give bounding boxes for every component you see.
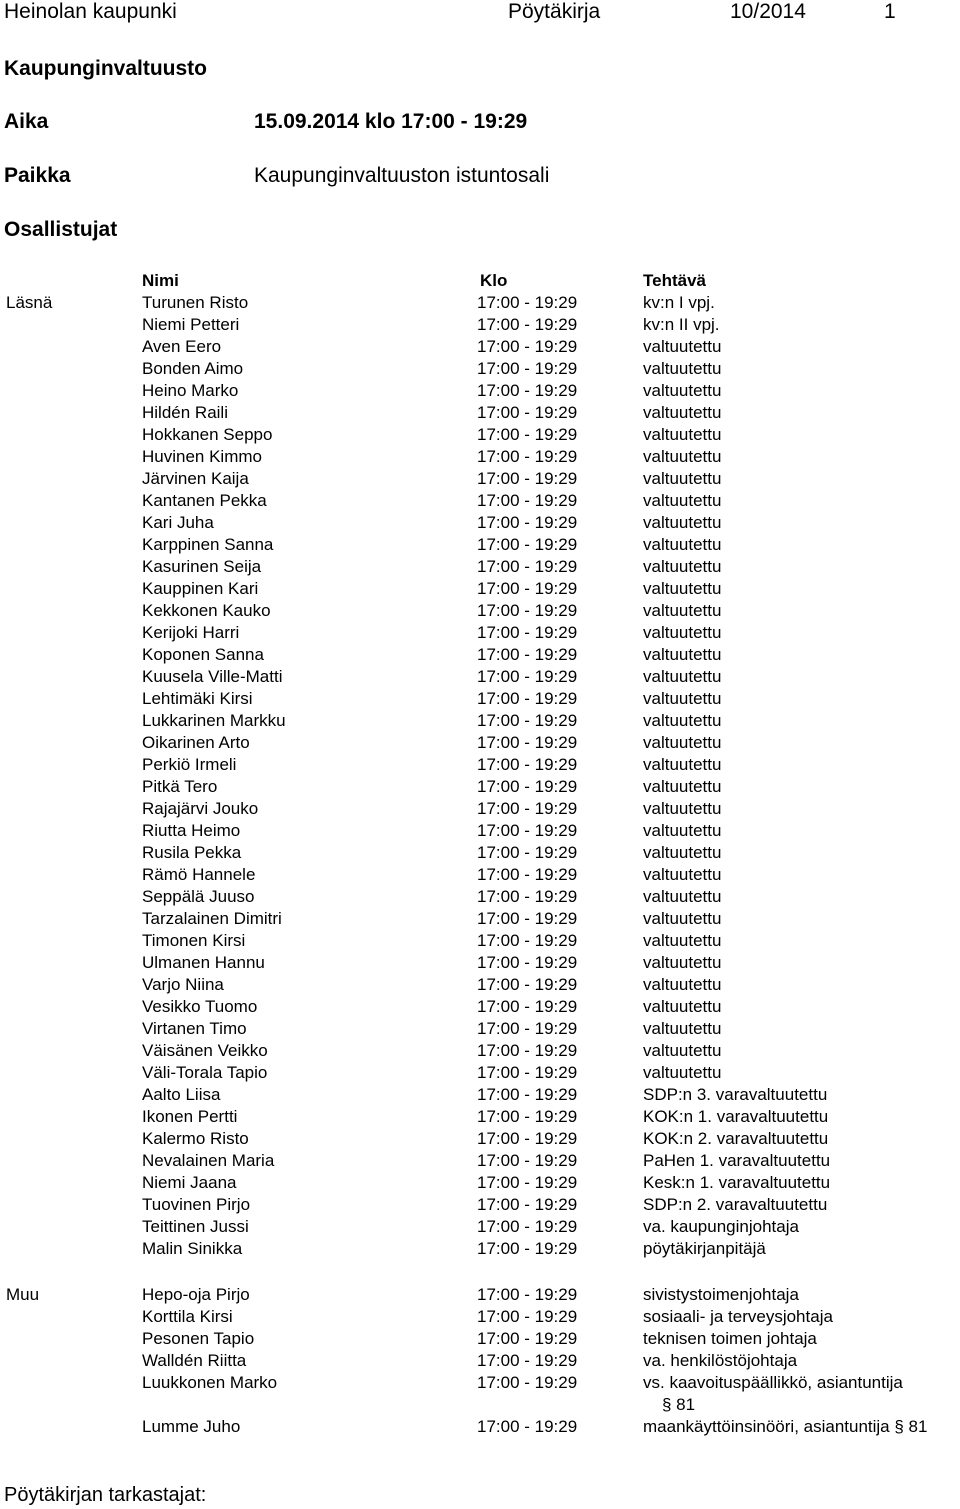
table-row [0, 1128, 960, 1150]
participant-time: 17:00 - 19:29 [477, 1307, 578, 1326]
table-row [0, 556, 960, 578]
participant-name: Korttila Kirsi [142, 1307, 233, 1326]
header-number: 10/2014 [730, 0, 806, 23]
participant-name: Kari Juha [142, 513, 214, 532]
participant-time: 17:00 - 19:29 [477, 1217, 578, 1236]
table-row [0, 776, 960, 798]
participant-role: valtuutettu [643, 491, 722, 510]
participant-role: valtuutettu [643, 1063, 722, 1082]
time-value: 15.09.2014 klo 17:00 - 19:29 [254, 110, 528, 133]
participant-role: valtuutettu [643, 843, 722, 862]
participant-name: Väli-Torala Tapio [142, 1063, 268, 1082]
participant-name: Nevalainen Maria [142, 1151, 275, 1170]
participant-time: 17:00 - 19:29 [477, 843, 578, 862]
body-name: Kaupunginvaltuusto [4, 57, 207, 80]
participant-name: Rusila Pekka [142, 843, 242, 862]
participant-name: Walldén Riitta [142, 1351, 247, 1370]
participant-time: 17:00 - 19:29 [477, 975, 578, 994]
table-row [0, 1106, 960, 1128]
table-row [0, 424, 960, 446]
participant-name: Luukkonen Marko [142, 1373, 278, 1392]
table-row [0, 1084, 960, 1106]
participant-name: Rajajärvi Jouko [142, 799, 259, 818]
participant-role: va. kaupunginjohtaja [643, 1217, 799, 1236]
participant-name: Aalto Liisa [142, 1085, 221, 1104]
participant-name: Tarzalainen Dimitri [142, 909, 282, 928]
table-row [0, 600, 960, 622]
participant-role: teknisen toimen johtaja [643, 1329, 817, 1348]
header-page: 1 [884, 0, 896, 23]
participant-name: Rämö Hannele [142, 865, 256, 884]
participant-name: Vesikko Tuomo [142, 997, 258, 1016]
participant-role: pöytäkirjanpitäjä [643, 1239, 766, 1258]
participant-time: 17:00 - 19:29 [477, 1085, 578, 1104]
participant-name: Niemi Petteri [142, 315, 240, 334]
participant-role: valtuutettu [643, 755, 722, 774]
participant-name: Malin Sinikka [142, 1239, 243, 1258]
place-value: Kaupunginvaltuuston istuntosali [254, 164, 550, 187]
participant-role: sosiaali- ja terveysjohtaja [643, 1307, 833, 1326]
participant-time: 17:00 - 19:29 [477, 711, 578, 730]
participant-time: 17:00 - 19:29 [477, 909, 578, 928]
participant-role: valtuutettu [643, 667, 722, 686]
participant-time: 17:00 - 19:29 [477, 1063, 578, 1082]
participant-time: 17:00 - 19:29 [477, 1329, 578, 1348]
participant-time: 17:00 - 19:29 [477, 865, 578, 884]
participant-time: 17:00 - 19:29 [477, 381, 578, 400]
participant-name: Väisänen Veikko [142, 1041, 268, 1060]
table-row [0, 1150, 960, 1172]
participant-time: 17:00 - 19:29 [477, 1173, 578, 1192]
participant-time: 17:00 - 19:29 [477, 821, 578, 840]
participant-time: 17:00 - 19:29 [477, 293, 578, 312]
participant-role: valtuutettu [643, 953, 722, 972]
participant-name: Riutta Heimo [142, 821, 241, 840]
column-header-role: Tehtävä [643, 271, 706, 290]
participant-role: valtuutettu [643, 337, 722, 356]
participant-name: Pitkä Tero [142, 777, 218, 796]
participant-time: 17:00 - 19:29 [477, 315, 578, 334]
participant-role: valtuutettu [643, 447, 722, 466]
participant-role: sivistystoimenjohtaja [643, 1285, 799, 1304]
table-row [0, 1194, 960, 1216]
participant-name: Heino Marko [142, 381, 239, 400]
participant-time: 17:00 - 19:29 [477, 953, 578, 972]
participant-role: va. henkilöstöjohtaja [643, 1351, 798, 1370]
table-row-continuation [0, 1394, 960, 1416]
participant-time: 17:00 - 19:29 [477, 997, 578, 1016]
participant-time: 17:00 - 19:29 [477, 1129, 578, 1148]
table-row [0, 930, 960, 952]
participant-role: valtuutettu [643, 403, 722, 422]
participant-role: valtuutettu [643, 689, 722, 708]
table-row [0, 820, 960, 842]
time-label: Aika [4, 110, 49, 133]
participant-name: Hepo-oja Pirjo [142, 1285, 250, 1304]
table-row [0, 358, 960, 380]
participant-time: 17:00 - 19:29 [477, 887, 578, 906]
participant-name: Timonen Kirsi [142, 931, 246, 950]
participant-role: maankäyttöinsinööri, asiantuntija § 81 [643, 1417, 928, 1436]
participant-role: valtuutettu [643, 645, 722, 664]
participant-name: Kalermo Risto [142, 1129, 249, 1148]
table-row [0, 798, 960, 820]
participant-time: 17:00 - 19:29 [477, 579, 578, 598]
table-row [0, 1350, 960, 1372]
participant-time: 17:00 - 19:29 [477, 469, 578, 488]
participant-time: 17:00 - 19:29 [477, 1019, 578, 1038]
participant-name: Oikarinen Arto [142, 733, 250, 752]
participants-label: Osallistujat [4, 218, 118, 241]
participant-name: Järvinen Kaija [142, 469, 249, 488]
participant-name: Hildén Raili [142, 403, 228, 422]
participant-name: Kantanen Pekka [142, 491, 267, 510]
participant-role: valtuutettu [643, 469, 722, 488]
table-row [0, 666, 960, 688]
participant-role: valtuutettu [643, 799, 722, 818]
table-row [0, 732, 960, 754]
participant-role-continuation: § 81 [662, 1395, 696, 1414]
participant-name: Koponen Sanna [142, 645, 264, 664]
participant-role: valtuutettu [643, 425, 722, 444]
participant-name: Aven Eero [142, 337, 222, 356]
participant-name: Virtanen Timo [142, 1019, 247, 1038]
table-row [0, 622, 960, 644]
table-row [0, 1306, 960, 1328]
participant-time: 17:00 - 19:29 [477, 1373, 578, 1392]
participant-role: valtuutettu [643, 601, 722, 620]
participant-time: 17:00 - 19:29 [477, 1195, 578, 1214]
participant-time: 17:00 - 19:29 [477, 491, 578, 510]
table-row [0, 952, 960, 974]
participant-time: 17:00 - 19:29 [477, 733, 578, 752]
table-row [0, 688, 960, 710]
participant-time: 17:00 - 19:29 [477, 689, 578, 708]
participant-time: 17:00 - 19:29 [477, 623, 578, 642]
participant-name: Karppinen Sanna [142, 535, 274, 554]
table-row [0, 512, 960, 534]
table-row [0, 578, 960, 600]
participant-time: 17:00 - 19:29 [477, 1285, 578, 1304]
table-row [0, 996, 960, 1018]
participant-time: 17:00 - 19:29 [477, 359, 578, 378]
participant-role: valtuutettu [643, 513, 722, 532]
participant-time: 17:00 - 19:29 [477, 513, 578, 532]
participant-role: vs. kaavoituspäällikkö, asiantuntija [643, 1373, 903, 1392]
participant-name: Turunen Risto [142, 293, 249, 312]
table-row [0, 336, 960, 358]
footer-label: Pöytäkirjan tarkastajat: [4, 1484, 207, 1506]
table-row [0, 402, 960, 424]
participant-role: SDP:n 3. varavaltuutettu [643, 1085, 828, 1104]
participant-time: 17:00 - 19:29 [477, 799, 578, 818]
participant-name: Ikonen Pertti [142, 1107, 238, 1126]
participant-time: 17:00 - 19:29 [477, 425, 578, 444]
column-header-time: Klo [480, 271, 508, 290]
table-row [0, 1284, 960, 1306]
participant-time: 17:00 - 19:29 [477, 1151, 578, 1170]
participant-name: Kerijoki Harri [142, 623, 240, 642]
table-row [0, 468, 960, 490]
participant-name: Teittinen Jussi [142, 1217, 249, 1236]
table-row [0, 908, 960, 930]
participant-time: 17:00 - 19:29 [477, 667, 578, 686]
participant-name: Kasurinen Seija [142, 557, 262, 576]
table-row [0, 534, 960, 556]
participant-role: valtuutettu [643, 711, 722, 730]
participant-time: 17:00 - 19:29 [477, 557, 578, 576]
participant-role: valtuutettu [643, 1041, 722, 1060]
participant-name: Perkiö Irmeli [142, 755, 237, 774]
participant-role: valtuutettu [643, 359, 722, 378]
participant-time: 17:00 - 19:29 [477, 645, 578, 664]
table-row [0, 886, 960, 908]
participant-time: 17:00 - 19:29 [477, 1041, 578, 1060]
table-row [0, 1040, 960, 1062]
participant-role: PaHen 1. varavaltuutettu [643, 1151, 831, 1170]
participant-role: valtuutettu [643, 975, 722, 994]
table-row [0, 490, 960, 512]
participant-time: 17:00 - 19:29 [477, 337, 578, 356]
table-row [0, 446, 960, 468]
table-row [0, 710, 960, 732]
participant-time: 17:00 - 19:29 [477, 447, 578, 466]
participant-role: valtuutettu [643, 1019, 722, 1038]
table-row [0, 754, 960, 776]
participant-role: valtuutettu [643, 777, 722, 796]
participant-role: valtuutettu [643, 381, 722, 400]
participant-name: Huvinen Kimmo [142, 447, 262, 466]
table-row [0, 864, 960, 886]
participant-role: valtuutettu [643, 865, 722, 884]
other-group-label: Muu [6, 1285, 40, 1304]
table-row [0, 1372, 960, 1394]
participant-time: 17:00 - 19:29 [477, 1239, 578, 1258]
participant-time: 17:00 - 19:29 [477, 403, 578, 422]
table-row [0, 1216, 960, 1238]
participant-role: valtuutettu [643, 733, 722, 752]
participant-time: 17:00 - 19:29 [477, 777, 578, 796]
participant-role: KOK:n 2. varavaltuutettu [643, 1129, 829, 1148]
table-row [0, 1018, 960, 1040]
participant-time: 17:00 - 19:29 [477, 755, 578, 774]
participant-name: Lehtimäki Kirsi [142, 689, 253, 708]
participant-time: 17:00 - 19:29 [477, 1107, 578, 1126]
participant-time: 17:00 - 19:29 [477, 1417, 578, 1436]
participant-name: Varjo Niina [142, 975, 224, 994]
table-row [0, 380, 960, 402]
participant-role: SDP:n 2. varavaltuutettu [643, 1195, 828, 1214]
participant-name: Niemi Jaana [142, 1173, 237, 1192]
participant-role: valtuutettu [643, 557, 722, 576]
table-row [0, 974, 960, 996]
table-row [0, 1238, 960, 1260]
participant-name: Lukkarinen Markku [142, 711, 286, 730]
participant-role: kv:n II vpj. [643, 315, 720, 334]
participant-role: valtuutettu [643, 821, 722, 840]
participant-name: Lumme Juho [142, 1417, 241, 1436]
participant-role: valtuutettu [643, 909, 722, 928]
participant-name: Hokkanen Seppo [142, 425, 273, 444]
participant-role: KOK:n 1. varavaltuutettu [643, 1107, 829, 1126]
participant-name: Seppälä Juuso [142, 887, 255, 906]
present-group-label: Läsnä [6, 293, 53, 312]
table-row [0, 1328, 960, 1350]
table-row [0, 644, 960, 666]
participant-role: valtuutettu [643, 579, 722, 598]
participant-role: valtuutettu [643, 887, 722, 906]
table-row [0, 292, 960, 314]
table-row [0, 1172, 960, 1194]
participant-name: Kauppinen Kari [142, 579, 259, 598]
table-row [0, 842, 960, 864]
participant-time: 17:00 - 19:29 [477, 931, 578, 950]
participant-time: 17:00 - 19:29 [477, 535, 578, 554]
participant-name: Bonden Aimo [142, 359, 244, 378]
participant-role: valtuutettu [643, 931, 722, 950]
participant-role: kv:n I vpj. [643, 293, 715, 312]
participant-name: Pesonen Tapio [142, 1329, 255, 1348]
participant-time: 17:00 - 19:29 [477, 601, 578, 620]
participant-name: Ulmanen Hannu [142, 953, 265, 972]
header-doc-type: Pöytäkirja [508, 0, 601, 23]
header-org: Heinolan kaupunki [4, 0, 177, 23]
participant-time: 17:00 - 19:29 [477, 1351, 578, 1370]
participant-role: Kesk:n 1. varavaltuutettu [643, 1173, 831, 1192]
table-row [0, 314, 960, 336]
participant-name: Kuusela Ville-Matti [142, 667, 283, 686]
participant-name: Tuovinen Pirjo [142, 1195, 251, 1214]
participant-role: valtuutettu [643, 535, 722, 554]
participant-role: valtuutettu [643, 997, 722, 1016]
table-row [0, 1416, 960, 1438]
participant-role: valtuutettu [643, 623, 722, 642]
table-row [0, 1062, 960, 1084]
place-label: Paikka [4, 164, 71, 187]
participant-name: Kekkonen Kauko [142, 601, 271, 620]
column-header-name: Nimi [142, 271, 179, 290]
